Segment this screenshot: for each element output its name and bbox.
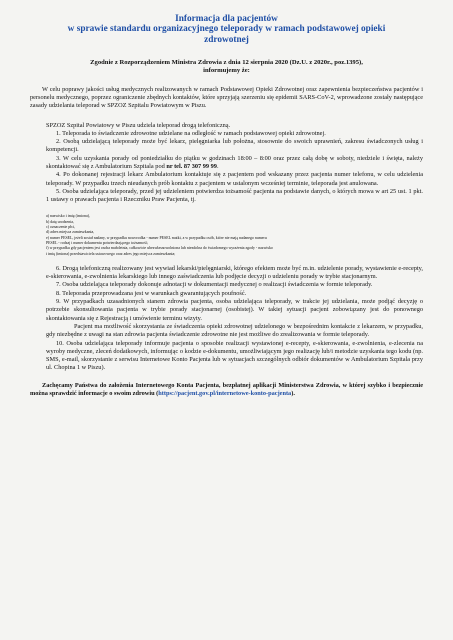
title-line-1: Informacja dla pacjentów (175, 14, 278, 24)
rule-item: 8. Teleporada przeprowadzana jest w warunkach gwarantujących poufność. (56, 289, 247, 297)
identity-item: f) w przypadku gdy pacjentem jest osoba małoletnia, całkowicie ubezwłasnowolniona lub niezdolna do świadomego wyrażenia zgody - nazwisko (46, 246, 273, 251)
rule-item: 7. Osoba udzielająca teleporady dokonuje adnotacji w dokumentacji medycznej o realizacji świadczenia w formie teleporady. (56, 281, 373, 289)
patient-rights-paragraph: Pacjent ma możliwość skorzystania ze świadczenia opieki zdrowotnej udzielonego w bezpośrednim kontakcie z lekarzem, w przypadku, gdy niezbędne z uwagi na stan zdrowia pacjenta świadczenie zdrowotne nie jest możliwe do zrealizowania w formie teleporady. (46, 322, 423, 339)
closing-paragraph: Zachęcamy Państwa do założenia Internetowego Konta Pacjenta, bezpłatnej aplikacji Ministerstwa Zdrowia, w której szybko i bezpiecznie można sprawdzić informacje o swoim zdrowiu (https://pacjent.gov.pl/internetowe-konto-pacjenta). (30, 381, 423, 398)
rule-item: 6. Drogą telefoniczną realizowany jest wywiad lekarski/pielęgniarski, którego efektem może być m.in. udzielenie porady, wystawienie e-recepty, e-skierowania, e-zwolnienia lekarskiego lub innego zaświadczenia lub podjęcie decyzji o udzieleniu porady w trybie stacjonarnym. (46, 264, 423, 281)
identity-item: PESEL - rodzaj i numer dokumentu potwierdzającego tożsamość, (46, 240, 149, 245)
regulation-reference (30, 59, 423, 75)
identity-item: b) datę urodzenia, (46, 219, 74, 224)
subtitle-line-1: Zgodnie z Rozporządzeniem Ministra Zdrowia z dnia 12 sierpnia 2020 (Dz.U. z 2020r., poz.1395), (90, 59, 363, 67)
rule-item: 4. Po dokonanej rejestracji lekarz Ambulatorium kontaktuje się z pacjentem pod wskazany przez pacjenta numer telefonu, w celu udzielenia teleporady. W przypadku trzech nieudanych prób kontaktu z pacjentem w ustalonym wcześniej terminie, teleporada jest anulowana. (46, 171, 423, 187)
title-line-2: w sprawie standardu organizacyjnego teleporady w ramach podstawowej opieki (67, 24, 386, 35)
rule-item: 5. Osoba udzielająca teleporady, przed jej udzieleniem potwierdza tożsamość pacjenta na podstawie danych, o których mowa w art 25 ust. 1 pkt. 1 ustawy o prawach pacjenta i Rzeczniku Praw Pacjenta, tj. (46, 187, 423, 204)
rule-item: 2. Osobą udzielającą teleporady może być lekarz, pielęgniarka lub położna, stosownie do swoich uprawnień, zakresu świadczonych usług i kompetencji. (46, 138, 423, 154)
identity-data-list (46, 214, 423, 256)
rule-item: 10. Osoba udzielająca teleporady informuje pacjenta o sposobie realizacji wystawionej e-recepty, e-skierowania, e-zwolnienia, e-zlecenia na wyroby medyczne, zleceń dodatkowych, informując o kodzie e-dokumentu, umożliwiającym jego realizację lub/i metodzie uzyskania tego kodu (np. SMS, e-mail, skorzystanie z serwisu Internetowe Konto Pacjenta lub w sytuacjach szczególnych odbiór dokumentów w Ambulatorium Szpitala przy ul. Chopina 1 w Piszu). (46, 339, 423, 372)
rule-item-hours: 3. W celu uzyskania porady od poniedziałku do piątku w godzinach 18:00 – 8:00 oraz przez całą dobę w soboty, niedziele i święta, należy skontaktować się z Ambulatorium Szpitala pod nr tel. 87 307 99 99. (46, 154, 423, 170)
rule-3-text: 3. W celu uzyskania porady od poniedziałku do piątku w godzinach 18:00 – 8:00 oraz przez całą dobę w soboty, niedziele i święta, należy skontaktować się z Ambulatorium Szpitala pod (46, 154, 423, 170)
rule-item: 9. W przypadkach uzasadnionych stanem zdrowia pacjenta, osoba udzielająca teleporady, w trakcie jej udzielania, może podjąć decyzję o potrzebie skonsultowania pacjenta w trybie porady stacjonarnej (osobistej). W takiej sytuacji pacjent zobowiązany jest do ponownego skontaktowania się z Rejestracją i umówienie terminu wizyty. (46, 298, 423, 322)
subtitle-line-2: informujemy że: (203, 67, 250, 75)
closing-text: Zachęcamy Państwa do założenia Internetowego Konta Pacjenta, bezpłatnej aplikacji Ministerstwa Zdrowia, w której szybko i bezpiecznie można sprawdzić informacje o swoim zdrowiu (30, 381, 423, 398)
intro-paragraph: W celu poprawy jakości usług medycznych realizowanych w ramach Podstawowej Opieki Zdrowotnej oraz zapewnienia bezpieczeństwa pacjentów i personelu medycznego, poprzez ograniczenie zbędnych kontaktów, które sprzyjają szerzeniu się epidemii SARS-CoV-2, wprowadzone zostały następujące zasady udzielania teleporad w SPZOZ Szpitalu Powiatowym w Piszu. (30, 85, 423, 110)
rules-list-a (46, 130, 423, 205)
lead-sentence: SPZOZ Szpital Powiatowy w Piszu udziela teleporad drogą telefoniczną. (46, 121, 231, 129)
rules-list-b (46, 265, 423, 373)
phone-number: nr tel. 87 307 99 99 (166, 163, 217, 170)
identity-item: d) adres miejsca zamieszkania, (46, 230, 95, 235)
identity-item: a) nazwisko i imię (imiona), (46, 214, 90, 219)
document-title (30, 14, 423, 45)
ikp-link[interactable]: https://pacjent.gov.pl/internetowe-konto-pacjenta (158, 390, 292, 398)
rule-item: 1. Teleporada to świadczenie zdrowotne udzielane na odległość w ramach podstawowej opieki zdrowotnej. (56, 129, 326, 137)
identity-item: i imię (imiona) przedstawiciela ustawowego oraz adres jego miejsca zamieszkania; (46, 251, 176, 256)
identity-item: c) oznaczenie płci, (46, 225, 76, 230)
identity-item: e) numer PESEL, jeżeli został nadany, w przypadku noworodka - numer PESEL matki, a w przypadku osób, które nie mają nadanego numeru (46, 235, 267, 240)
title-line-3: zdrowotnej (204, 34, 249, 45)
